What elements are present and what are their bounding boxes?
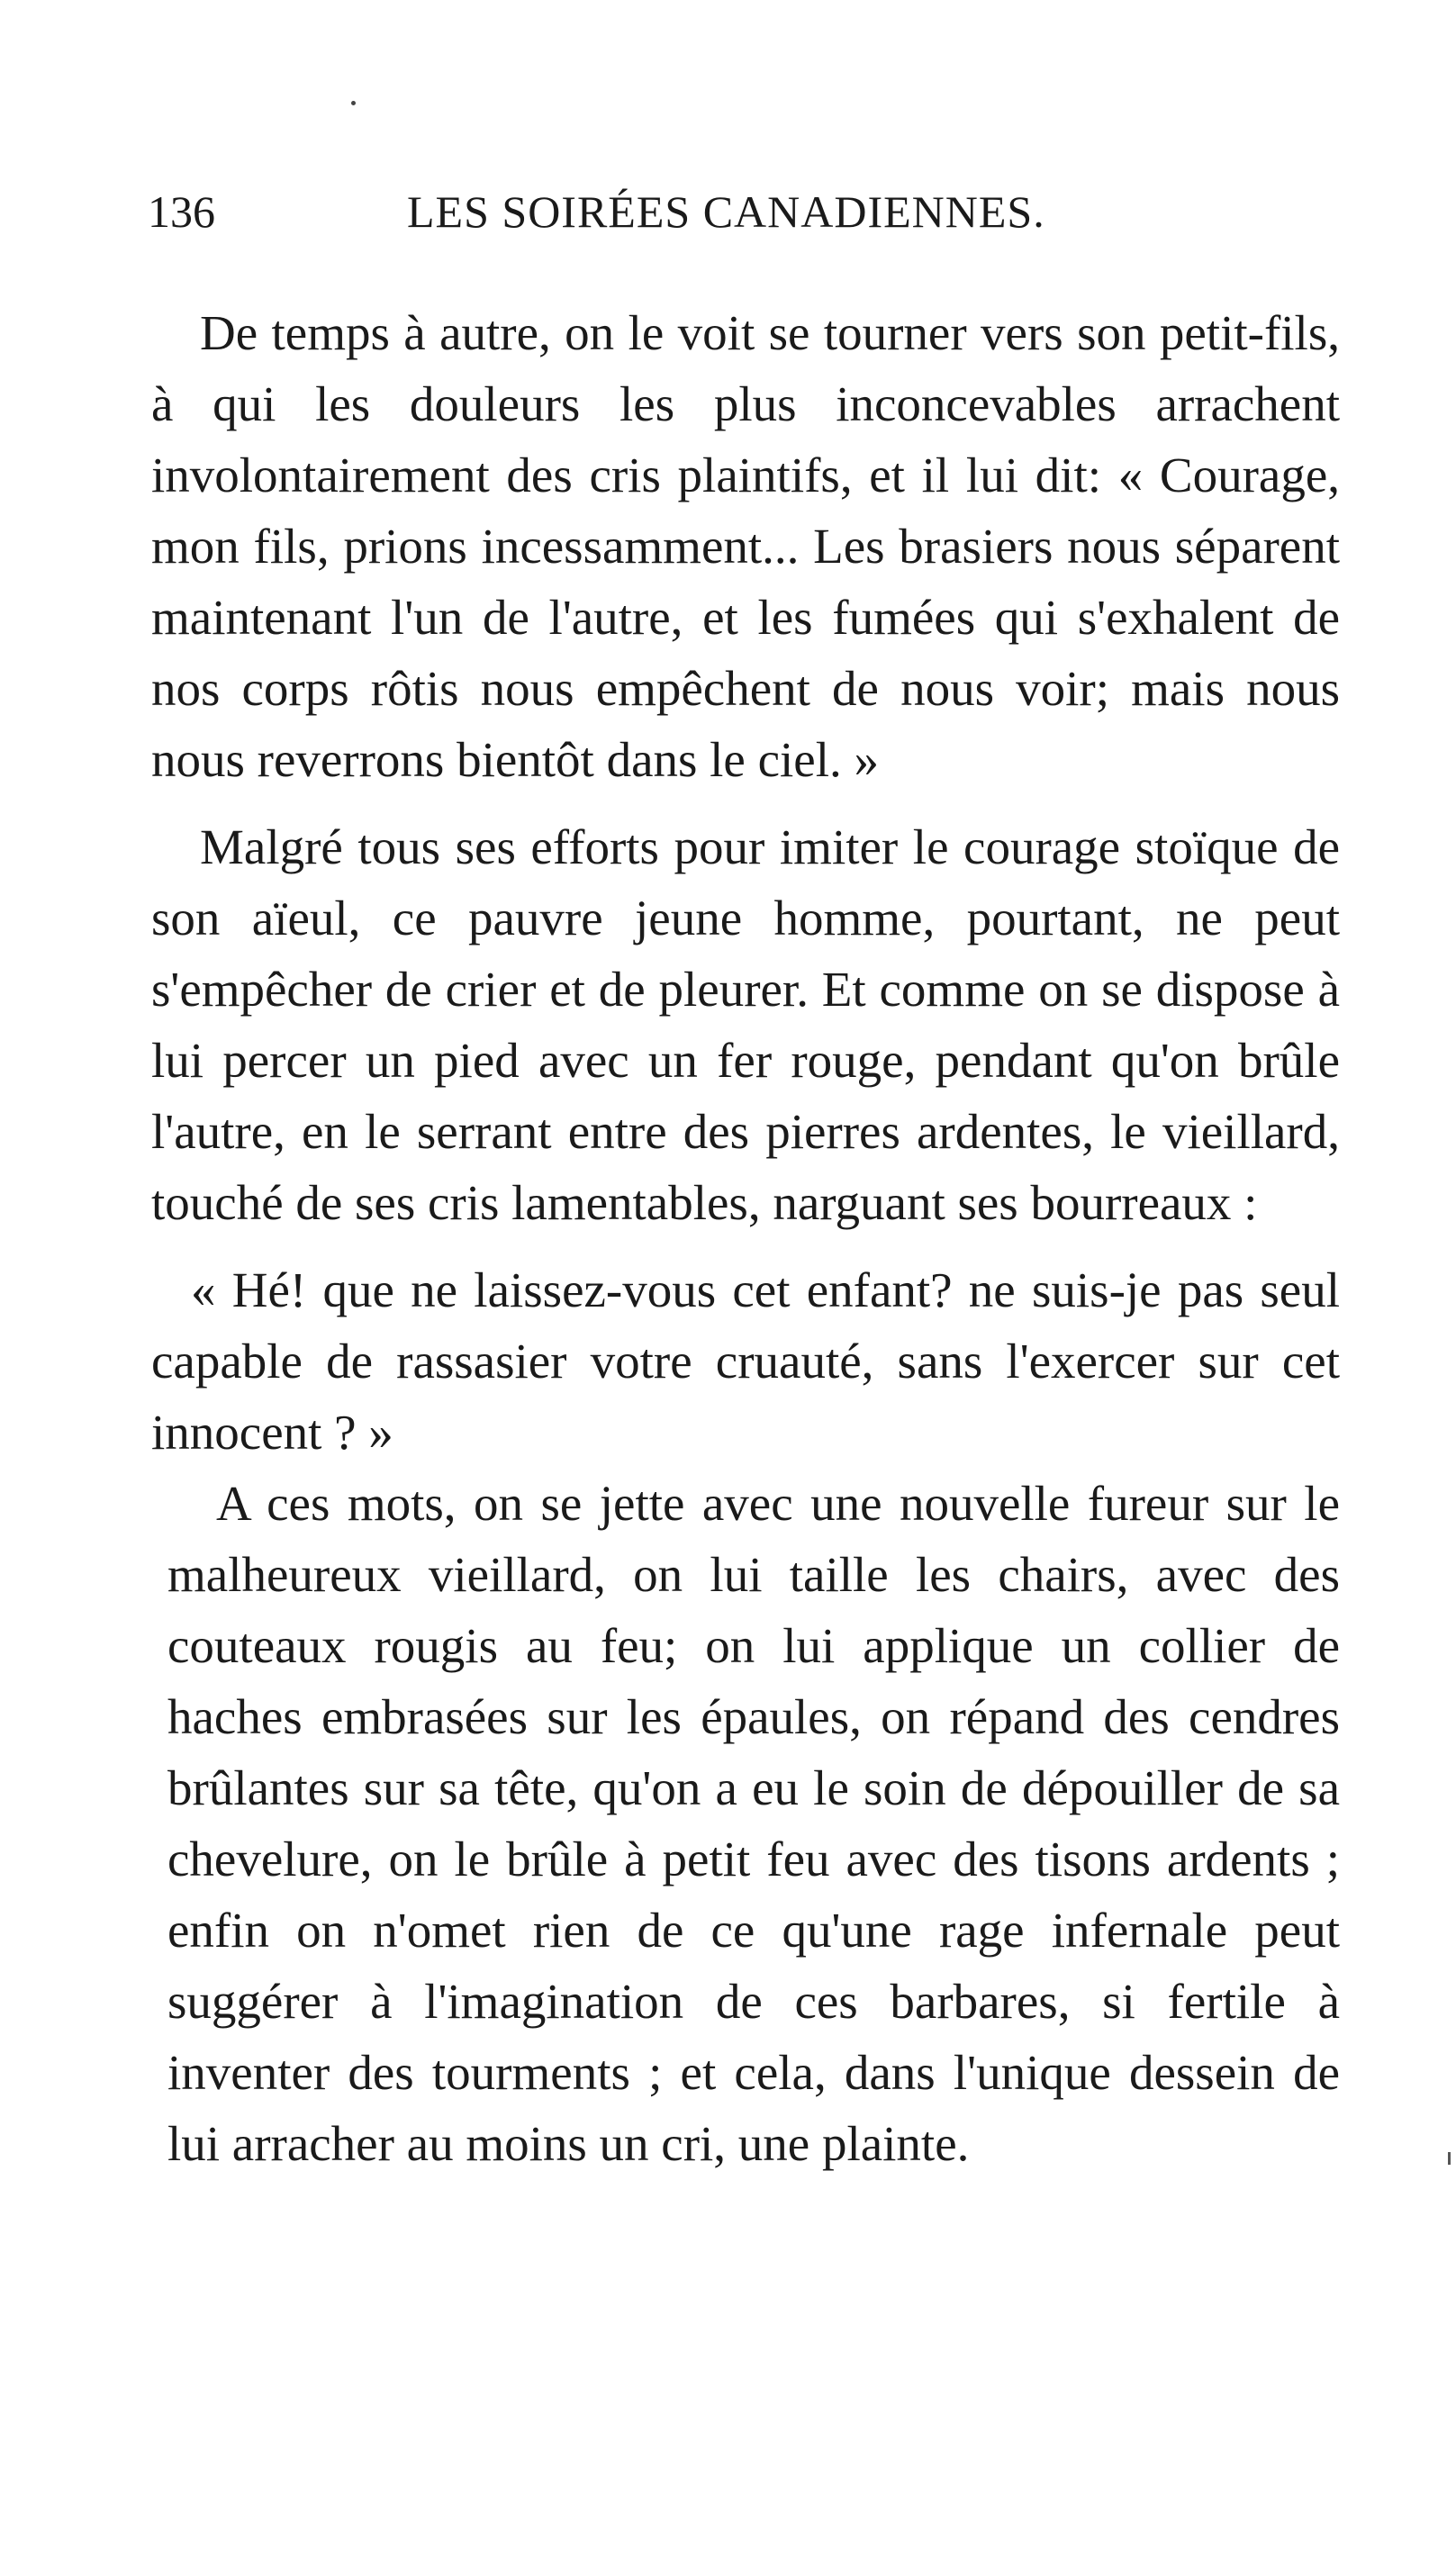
running-title: LES SOIRÉES CANADIENNES. <box>407 186 1045 237</box>
paragraph-1: De temps à autre, on le voit se tourner vers son petit-fils, à qui les douleurs les plus inconcevables arrachent involontairement des cris plaintifs, et il lui dit: « Courage, mon fils, prions incessamment... Les brasiers nous séparent maintenant l'un de l'autre, et les fumées qui s'exhalent de nos corps rôtis nous empêchent de nous voir; mais nous nous reverrons bientôt dans le ciel. » <box>151 305 1340 787</box>
print-speck <box>351 101 356 105</box>
paragraph-4: A ces mots, on se jette avec une nouvelle fureur sur le malheureux vieillard, on lui taille les chairs, avec des couteaux rougis au feu; on lui applique un collier de haches embrasées sur les épaules, on répand des cendres brûlantes sur sa tête, qu'on a eu le soin de dépouiller de sa chevelure, on le brûle à petit feu avec des tisons ardents ; enfin on n'omet rien de ce qu'une rage infernale peut suggérer à l'imagination de ces barbares, si fertile à inventer des tourments ; et cela, dans l'unique dessein de lui arracher au moins un cri, une plainte. <box>167 1476 1340 2171</box>
paragraph-2: Malgré tous ses efforts pour imiter le courage stoïque de son aïeul, ce pauvre jeune homme, pourtant, ne peut s'empêcher de crier et de pleurer. Et comme on se dispose à lui percer un pied avec un fer rouge, pendant qu'on brûle l'autre, en le serrant entre des pierres ardentes, le vieillard, touché de ses cris lamentables, narguant ses bourreaux : <box>151 819 1340 1230</box>
page-number: 136 <box>148 186 215 237</box>
running-head <box>148 180 1354 243</box>
body-text <box>151 297 1340 2179</box>
quote-paragraph: « Hé! que ne laissez-vous cet enfant? ne suis-je pas seul capable de rassasier votre cruauté, sans l'exercer sur cet innocent ? » <box>151 1262 1340 1460</box>
print-mark <box>1448 2152 1451 2165</box>
